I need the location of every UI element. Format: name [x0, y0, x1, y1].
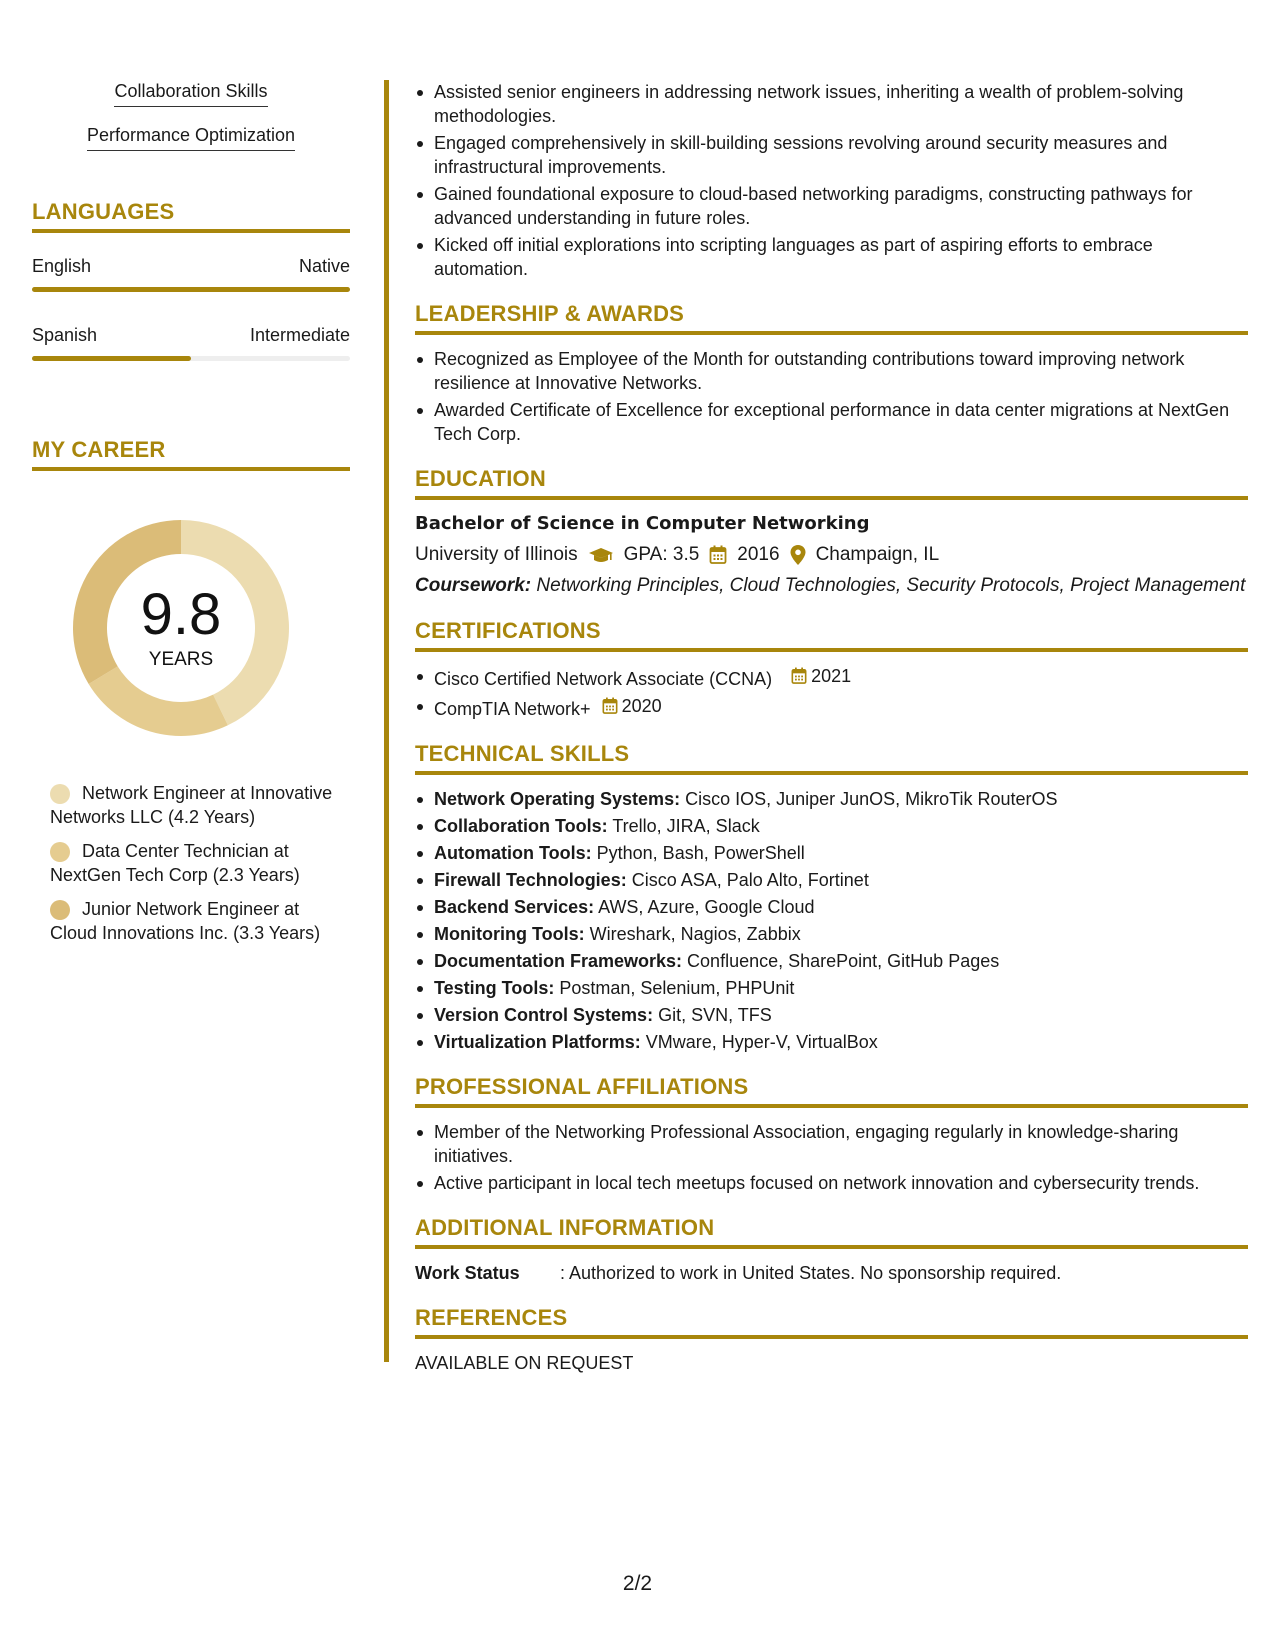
- list-item: Gained foundational exposure to cloud-based networking paradigms, constructing pathways for advanced understanding in future roles.: [415, 182, 1248, 230]
- skill-item: Automation Tools: Python, Bash, PowerShell: [415, 841, 1248, 865]
- career-unit: YEARS: [148, 649, 214, 670]
- cert-year: 2021: [777, 664, 851, 688]
- certification-item: Cisco Certified Network Associate (CCNA) 2021: [415, 664, 1248, 691]
- skill-item: Backend Services: AWS, Azure, Google Cloud: [415, 895, 1248, 919]
- skill-item: Virtualization Platforms: VMware, Hyper-V, VirtualBox: [415, 1030, 1248, 1054]
- calendar-icon: [791, 667, 807, 685]
- school-location: Champaign, IL: [815, 544, 940, 565]
- career-donut-chart: [66, 513, 296, 743]
- donut-center: [66, 513, 296, 743]
- legend-dot: [50, 784, 70, 804]
- language-name: English: [32, 256, 92, 276]
- list-item: Engaged comprehensively in skill-building sessions revolving around security measures and infrastructural improvements.: [415, 131, 1248, 179]
- section-heading: ADDITIONAL INFORMATION: [415, 1215, 1248, 1249]
- career-total-years: 9.8: [140, 582, 222, 647]
- column-divider: [384, 80, 389, 1362]
- left-column: [32, 80, 350, 955]
- language-row: [32, 255, 350, 277]
- work-status-value: : Authorized to work in United States. No sponsorship required.: [560, 1263, 1062, 1283]
- skill-tag: Performance Optimization: [87, 124, 295, 151]
- coursework-label: Coursework:: [415, 575, 532, 596]
- section-heading: REFERENCES: [415, 1305, 1248, 1339]
- section-heading: CERTIFICATIONS: [415, 618, 1248, 652]
- section-heading: PROFESSIONAL AFFILIATIONS: [415, 1074, 1248, 1108]
- work-status-row: [415, 1261, 1248, 1285]
- language-name: Spanish: [32, 325, 98, 345]
- legend-dot: [50, 900, 70, 920]
- language-level: Native: [298, 256, 350, 276]
- career-legend-item: Data Center Technician at NextGen Tech Corp (2.3 Years): [50, 841, 300, 885]
- references-section: [415, 1305, 1248, 1375]
- language-bar: [32, 287, 350, 292]
- list-item: Assisted senior engineers in addressing network issues, inheriting a wealth of problem-solving methodologies.: [415, 80, 1248, 128]
- affiliations-section: [415, 1074, 1248, 1195]
- skill-item: Documentation Frameworks: Confluence, SharePoint, GitHub Pages: [415, 949, 1248, 973]
- calendar-icon: [602, 697, 618, 715]
- legend-dot: [50, 842, 70, 862]
- skill-item: Monitoring Tools: Wireshark, Nagios, Zabbix: [415, 922, 1248, 946]
- skill-tag: Collaboration Skills: [114, 80, 267, 107]
- leadership-list: [415, 347, 1248, 446]
- gpa: GPA: 3.5: [623, 544, 700, 565]
- graduation-cap-icon: [588, 546, 614, 564]
- certifications-section: [415, 618, 1248, 721]
- career-legend-item: Junior Network Engineer at Cloud Innovations Inc. (3.3 Years): [50, 899, 321, 943]
- leadership-section: [415, 301, 1248, 446]
- list-item: Recognized as Employee of the Month for outstanding contributions toward improving network resilience at Innovative Networks.: [415, 347, 1248, 395]
- section-heading: LEADERSHIP & AWARDS: [415, 301, 1248, 335]
- list-item: Awarded Certificate of Excellence for exceptional performance in data center migrations at NextGen Tech Corp.: [415, 398, 1248, 446]
- coursework: [415, 574, 1248, 598]
- location-pin-icon: [790, 545, 806, 565]
- language-bar: [32, 356, 350, 361]
- certification-item: CompTIA Network+ 2020: [415, 694, 1248, 721]
- experience-bullets: [415, 80, 1248, 281]
- school-name: University of Illinois: [415, 544, 578, 565]
- list-item: Kicked off initial explorations into scripting languages as part of aspiring efforts to embrace automation.: [415, 233, 1248, 281]
- skill-item: Network Operating Systems: Cisco IOS, Juniper JunOS, MikroTik RouterOS: [415, 787, 1248, 811]
- language-bar-fill: [32, 287, 350, 292]
- skill-item: Testing Tools: Postman, Selenium, PHPUnit: [415, 976, 1248, 1000]
- language-row: [32, 324, 350, 346]
- skill-item: Collaboration Tools: Trello, JIRA, Slack: [415, 814, 1248, 838]
- degree-title: Bachelor of Science in Computer Networking: [415, 513, 870, 534]
- cert-year: 2020: [596, 694, 662, 718]
- certifications-list: [415, 664, 1248, 721]
- calendar-icon: [709, 545, 727, 565]
- career-heading: MY CAREER: [32, 437, 350, 471]
- technical-skills-list: [415, 787, 1248, 1054]
- career-legend-item: Network Engineer at Innovative Networks LLC (4.2 Years): [50, 783, 333, 827]
- language-level: Intermediate: [249, 325, 350, 345]
- additional-info-section: [415, 1215, 1248, 1285]
- page-number: 2/2: [622, 1572, 653, 1595]
- list-item: Member of the Networking Professional Association, engaging regularly in knowledge-sharing initiatives.: [415, 1120, 1248, 1168]
- right-column: [415, 80, 1248, 1375]
- skill-item: Version Control Systems: Git, SVN, TFS: [415, 1003, 1248, 1027]
- education-details: [415, 543, 1248, 567]
- affiliations-list: [415, 1120, 1248, 1195]
- career-legend: [32, 781, 350, 945]
- education-section: [415, 466, 1248, 598]
- language-bar-fill: [32, 356, 191, 361]
- section-heading: EDUCATION: [415, 466, 1248, 500]
- list-item: Active participant in local tech meetups focused on network innovation and cybersecurity trends.: [415, 1171, 1248, 1195]
- graduation-year: 2016: [737, 544, 780, 565]
- coursework-list: Networking Principles, Cloud Technologies, Security Protocols, Project Management: [531, 575, 1246, 596]
- references-text: AVAILABLE ON REQUEST: [415, 1353, 634, 1373]
- skill-item: Firewall Technologies: Cisco ASA, Palo Alto, Fortinet: [415, 868, 1248, 892]
- languages-heading: LANGUAGES: [32, 199, 350, 233]
- section-heading: TECHNICAL SKILLS: [415, 741, 1248, 775]
- work-status-label: Work Status: [415, 1263, 520, 1283]
- technical-skills-section: [415, 741, 1248, 1054]
